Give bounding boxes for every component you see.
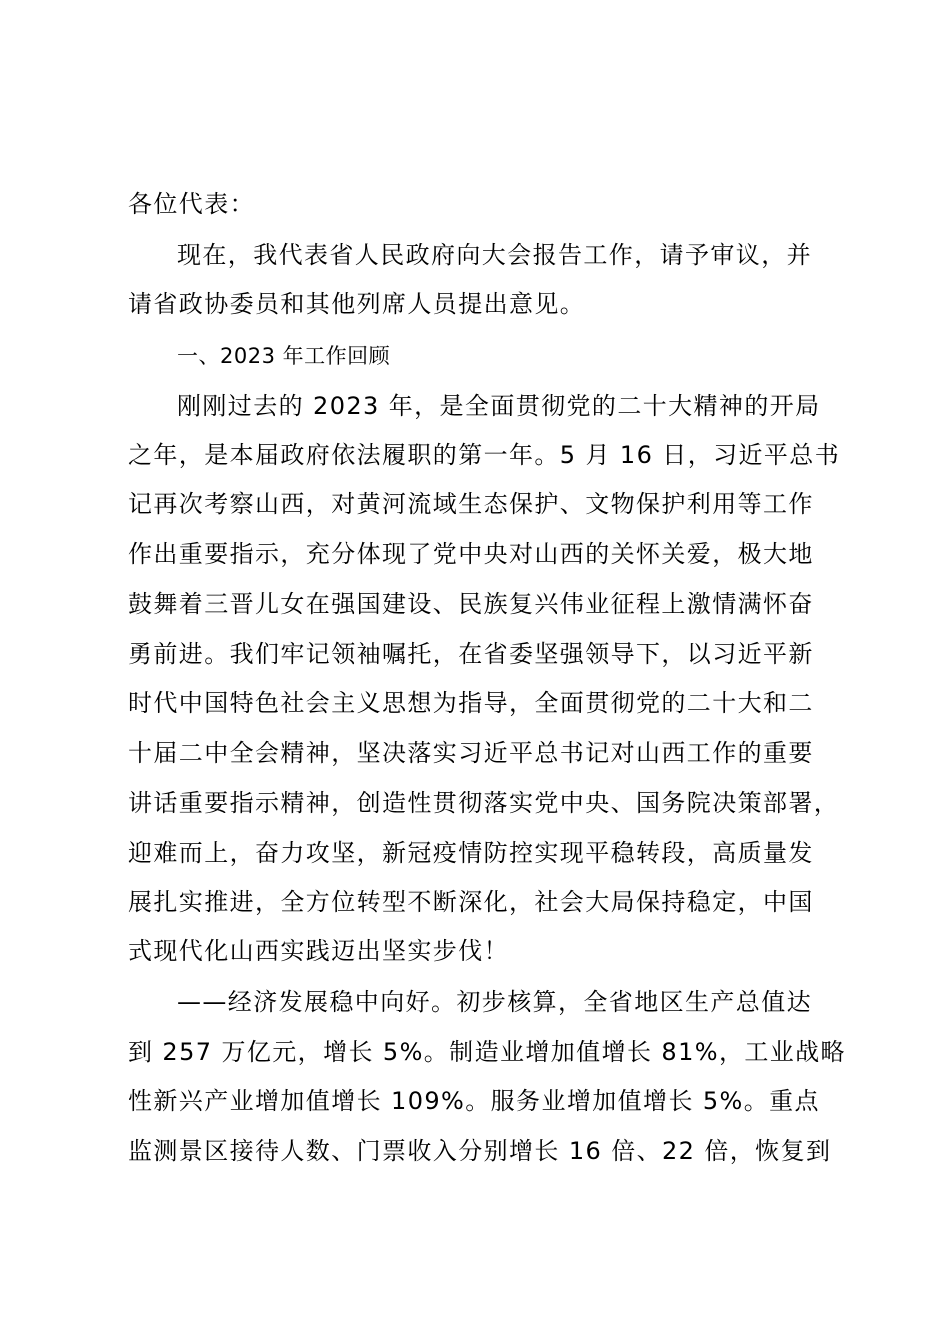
paragraph-line: 十届二中全会精神，坚决落实习近平总书记对山西工作的重要	[128, 739, 814, 767]
paragraph-line: 作出重要指示，充分体现了党中央对山西的关怀关爱，极大地	[128, 540, 814, 568]
paragraph-line: 式现代化山西实践迈出坚实步伐！	[128, 937, 509, 965]
paragraph-line: 刚刚过去的 2023 年，是全面贯彻党的二十大精神的开局	[177, 392, 821, 420]
section-heading: 一、2023 年工作回顾	[177, 344, 391, 368]
paragraph-line: 迎难而上，奋力攻坚，新冠疫情防控实现平稳转段，高质量发	[128, 839, 814, 867]
paragraph-line: 现在，我代表省人民政府向大会报告工作，请予审议，并	[177, 241, 812, 269]
paragraph-line: 请省政协委员和其他列席人员提出意见。	[128, 290, 586, 318]
paragraph-line: 展扎实推进，全方位转型不断深化，社会大局保持稳定，中国	[128, 888, 814, 916]
paragraph-line: ——经济发展稳中向好。初步核算，全省地区生产总值达	[177, 988, 812, 1016]
paragraph-line: 之年，是本届政府依法履职的第一年。5 月 16 日，习近平总书	[128, 441, 841, 469]
paragraph-line: 到 257 万亿元，增长 5%。制造业增加值增长 81%，工业战略	[128, 1038, 846, 1066]
paragraph-line: 时代中国特色社会主义思想为指导，全面贯彻党的二十大和二	[128, 689, 814, 717]
paragraph-line: 讲话重要指示精神，创造性贯彻落实党中央、国务院决策部署，	[128, 789, 840, 817]
paragraph-line: 记再次考察山西，对黄河流域生态保护、文物保护利用等工作	[128, 490, 814, 518]
paragraph-line: 鼓舞着三晋儿女在强国建设、民族复兴伟业征程上激情满怀奋	[128, 590, 814, 618]
paragraph-line: 性新兴产业增加值增长 109%。服务业增加值增长 5%。重点	[128, 1087, 820, 1115]
salutation: 各位代表：	[128, 190, 255, 218]
paragraph-line: 监测景区接待人数、门票收入分别增长 16 倍、22 倍，恢复到	[128, 1137, 832, 1165]
paragraph-line: 勇前进。我们牢记领袖嘱托，在省委坚强领导下，以习近平新	[128, 640, 814, 668]
